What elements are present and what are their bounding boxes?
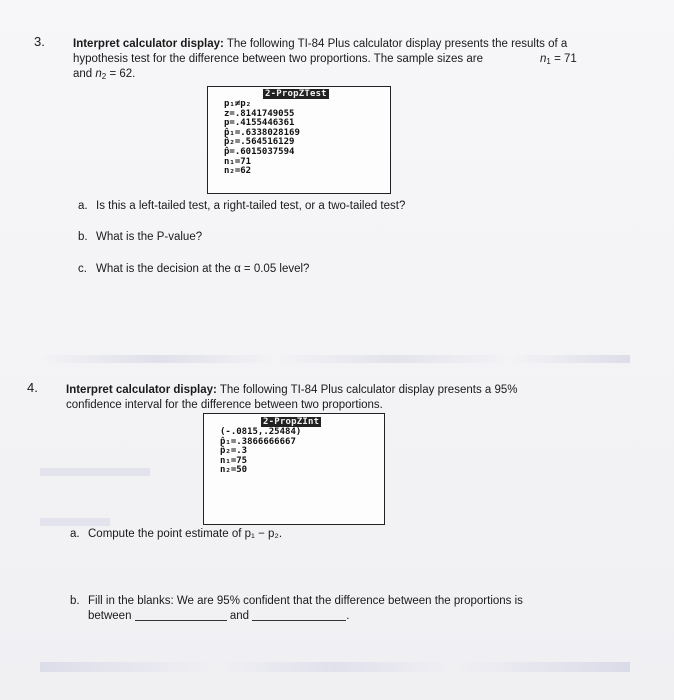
q3-n1 (540, 52, 577, 69)
bleed-through-mark (40, 662, 630, 672)
q4-calc-line: p̂₂=.3 (220, 446, 248, 457)
q3-calc-line: p̂₂=.564516129 (224, 137, 295, 148)
q3-title: Interpret calculator display: (73, 38, 224, 50)
q4-part-a-text: Compute the point estimate of p₁ − p₂. (88, 528, 283, 540)
q3-n2-label: n (95, 68, 102, 80)
q3-n2-value: = 62. (109, 68, 136, 80)
q4-period: . (346, 610, 350, 622)
q3-n2-sub: 2 (101, 72, 107, 81)
q4-between-word: between (88, 610, 132, 622)
q3-calculator-display (207, 86, 391, 194)
q3-sample-sizes (73, 67, 135, 84)
q4-title: Interpret calculator display: (66, 384, 217, 396)
bleed-through-mark (40, 468, 150, 476)
q3-number: 3. (34, 34, 45, 49)
bleed-through-mark (40, 355, 630, 363)
q3-calc-header: 2-PropZTest (265, 89, 327, 99)
q4-part-b-line2 (88, 609, 628, 624)
q4-calc-line: n₁=75 (220, 455, 248, 466)
q4-upper-bound-blank[interactable] (252, 620, 346, 621)
q3-text-line1: The following TI-84 Plus calculator display presents the results of a (226, 38, 568, 50)
q3-part-b-text: What is the P-value? (96, 231, 203, 243)
q3-calc-line: z=.8141749055 (224, 108, 295, 119)
q3-part-c-label: c. (78, 263, 87, 275)
q3-text-line2: hypothesis test for the difference between two proportions. The sample sizes are (73, 53, 483, 65)
q3-n1-label: n (540, 53, 547, 65)
q3-part-b-label: b. (78, 231, 88, 243)
bleed-through-mark (40, 518, 110, 526)
q3-part-c-text: What is the decision at the α = 0.05 level? (96, 263, 310, 275)
q3-n1-value: = 71 (554, 53, 577, 65)
q3-and-word: and (73, 68, 93, 80)
q4-calc-line: n₂=50 (220, 465, 248, 476)
q4-part-b-label: b. (70, 595, 80, 607)
q4-calc-lines (220, 428, 301, 476)
q3-calc-line: n₂=62 (224, 166, 252, 177)
q4-text-line2: confidence interval for the difference between two proportions. (66, 399, 383, 411)
q4-calculator-display (203, 413, 385, 525)
q4-part-b-text (88, 594, 628, 624)
q3-calc-line: p₁≠p₂ (224, 99, 252, 109)
q3-n1-sub: 1 (546, 57, 551, 66)
q4-part-a-label: a. (70, 528, 80, 540)
q4-lower-bound-blank[interactable] (135, 620, 227, 621)
q3-calc-lines (224, 100, 300, 177)
q3-part-a-text: Is this a left-tailed test, a right-tailed test, or a two-tailed test? (96, 200, 406, 212)
q4-part-b-line1: Fill in the blanks: We are 95% confident that the difference between the proportions is (88, 595, 523, 607)
q4-and-word: and (229, 610, 250, 622)
q4-prompt (66, 383, 626, 413)
q3-calc-line: p̂₁=.6338028169 (224, 127, 300, 138)
q4-text-line1: The following TI-84 Plus calculator display presents a 95% (219, 384, 518, 396)
q4-calc-line: p̂₁=.3866666667 (220, 436, 296, 447)
q3-calc-line: p=.4155446361 (224, 118, 295, 129)
q4-number: 4. (27, 380, 38, 395)
q4-calc-line: (-.0815,.25484) (220, 427, 302, 437)
q4-calc-header: 2-PropZInt (263, 417, 320, 427)
q3-calc-line: p̂=.6015037594 (224, 146, 295, 157)
q3-calc-line: n₁=71 (224, 156, 252, 167)
q3-part-a-label: a. (78, 200, 88, 212)
